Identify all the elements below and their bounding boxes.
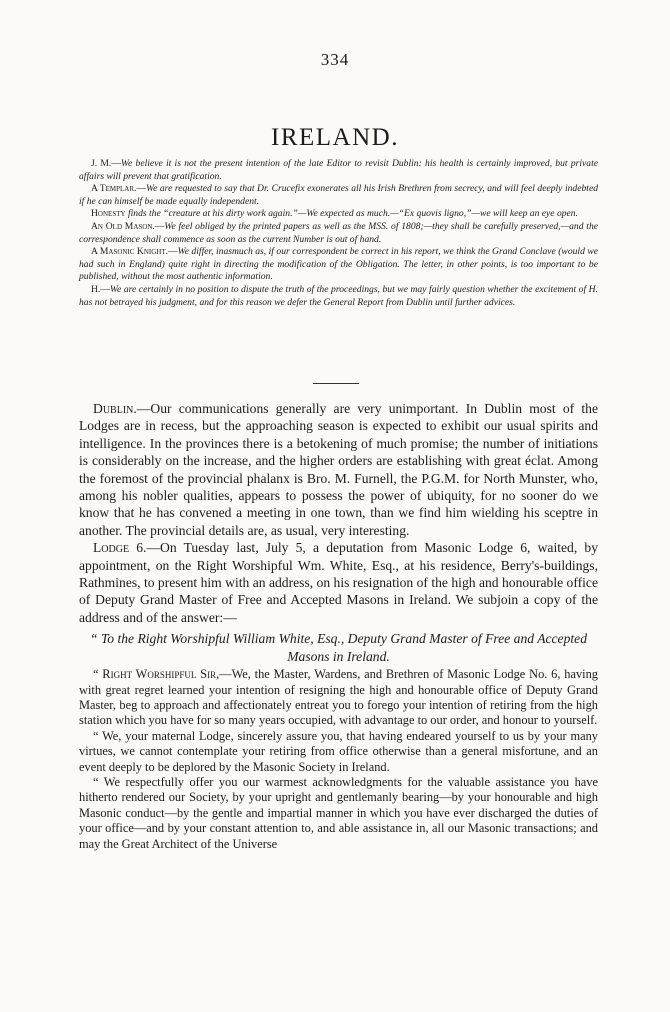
note-lead: J. M.— (91, 158, 121, 169)
lodge-lead: Lodge 6. (93, 540, 147, 556)
note-paragraph (79, 221, 598, 246)
letter-text: “ We, your maternal Lodge, sincerely assure you, that having endeared yourself to us by your many virtues, we cannot contemplate your retiring from office otherwise than a general misfortune, and an event deeply to be deplored by the Masonic Society in Ireland. (79, 728, 598, 774)
letter-text: “ We respectfully offer you our warmest acknowledgments for the valuable assistance you have hitherto rendered our Society, by your upright and gentlemanly bearing—by your honourable and high Masonic conduct—by the gentle and impartial manner in which you have ever discharged the duties of your office—and by your constant attention to, and able assistance in, all our Masonic transactions; and may the Great Architect of the Universe (79, 774, 598, 851)
note-paragraph (79, 246, 598, 284)
note-lead: Honesty (91, 208, 126, 220)
letter-paragraph (79, 775, 598, 852)
address-heading: “ To the Right Worshipful William White, Esq., Deputy Grand Master of Free and Accepted Masons in Ireland. (89, 631, 587, 664)
section-divider (313, 383, 359, 384)
note-paragraph (79, 284, 598, 309)
note-text: We are requested to say that Dr. Crucefix exonerates all his Irish Brethren from secrecy, and will feel deeply indebted if he can himself be made equally independent. (79, 183, 598, 207)
note-text: finds the “creature at his dirty work again.”—We expected as much.—“Ex quovis ligno,”—we will keep an eye open. (127, 208, 578, 220)
note-lead: An Old Mason.— (91, 220, 165, 232)
note-text: We believe it is not the present intention of the late Editor to revisit Dublin: his health is certainly improved, but private affairs will prevent that gratification. (79, 158, 598, 182)
note-paragraph (79, 183, 598, 208)
note-lead: A Templar.— (91, 183, 146, 195)
letter-text: —We, the Master, Wardens, and Brethren of Masonic Lodge No. 6, having with great regret learned your intention of resigning the high and honourable office of Deputy Grand Master, beg to approach and affectionately entreat you to forego your intention of retiring from the high station which you have for so many years occupied, with advantage to our order, and honour to yourself. (79, 667, 598, 728)
page-number: 334 (320, 50, 350, 69)
correspondents-notes (79, 158, 598, 309)
note-paragraph (79, 158, 598, 183)
note-lead: A Masonic Knight.— (91, 246, 178, 258)
note-text: We differ, inasmuch as, if our correspondent be correct in his report, we think the Grand Conclave (would we had such in England) quite right in directing the modification of the Obligation. The letter, in other points, is too important to be published, without the most authentic information. (79, 246, 598, 283)
lodge-text: —On Tuesday last, July 5, a deputation from Masonic Lodge 6, waited, by appointment, on the Right Worshipful Wm. White, Esq., at his residence, Berry's-buildings, Rathmines, to present him with an address, on his resignation of the high and honourable office of Deputy Grand Master of Free and Accepted Masons in Ireland. We subjoin a copy of the address and of the answer:— (79, 540, 598, 625)
letter-salutation: “ Right Worshipful Sir, (93, 667, 220, 682)
note-text: We are certainly in no position to dispute the truth of the proceedings, but we may fairly question whether the excitement of H. has not betrayed his judgment, and for this reason we defer the General Report from Dublin until further advices. (79, 283, 598, 308)
note-paragraph (79, 208, 598, 221)
address-letter (79, 667, 598, 852)
lodge-paragraph (79, 539, 598, 626)
letter-paragraph (79, 729, 598, 775)
letter-paragraph (79, 667, 598, 729)
dublin-text: —Our communications generally are very unimportant. In Dublin most of the Lodges are in recess, but the approaching season is expected to exhibit our usual spirits and intelligence. In the provinces there is a betokening of much promise; the number of initiations is considerably on the increase, and the higher orders are establishing with great éclat. Among the foremost of the provincial phalanx is Bro. M. Furnell, the P.G.M. for North Munster, who, among his nobler qualities, appears to possess the power of ubiquity, for no sooner do we know that he has convened a meeting in one town, than we find him wielding his sceptre in another. The provincial details are, as usual, very interesting. (79, 401, 598, 538)
dublin-paragraph (79, 400, 598, 539)
note-text: We feel obliged by the printed papers as well as the MSS. of 1808;—they shall be carefully preserved,—and the correspondence shall commence as soon as the current Number is out of hand. (79, 220, 598, 245)
article-body (79, 400, 598, 852)
dublin-lead: Dublin. (93, 401, 137, 416)
page-title: IRELAND. (271, 124, 399, 151)
note-lead: H.— (91, 283, 110, 295)
